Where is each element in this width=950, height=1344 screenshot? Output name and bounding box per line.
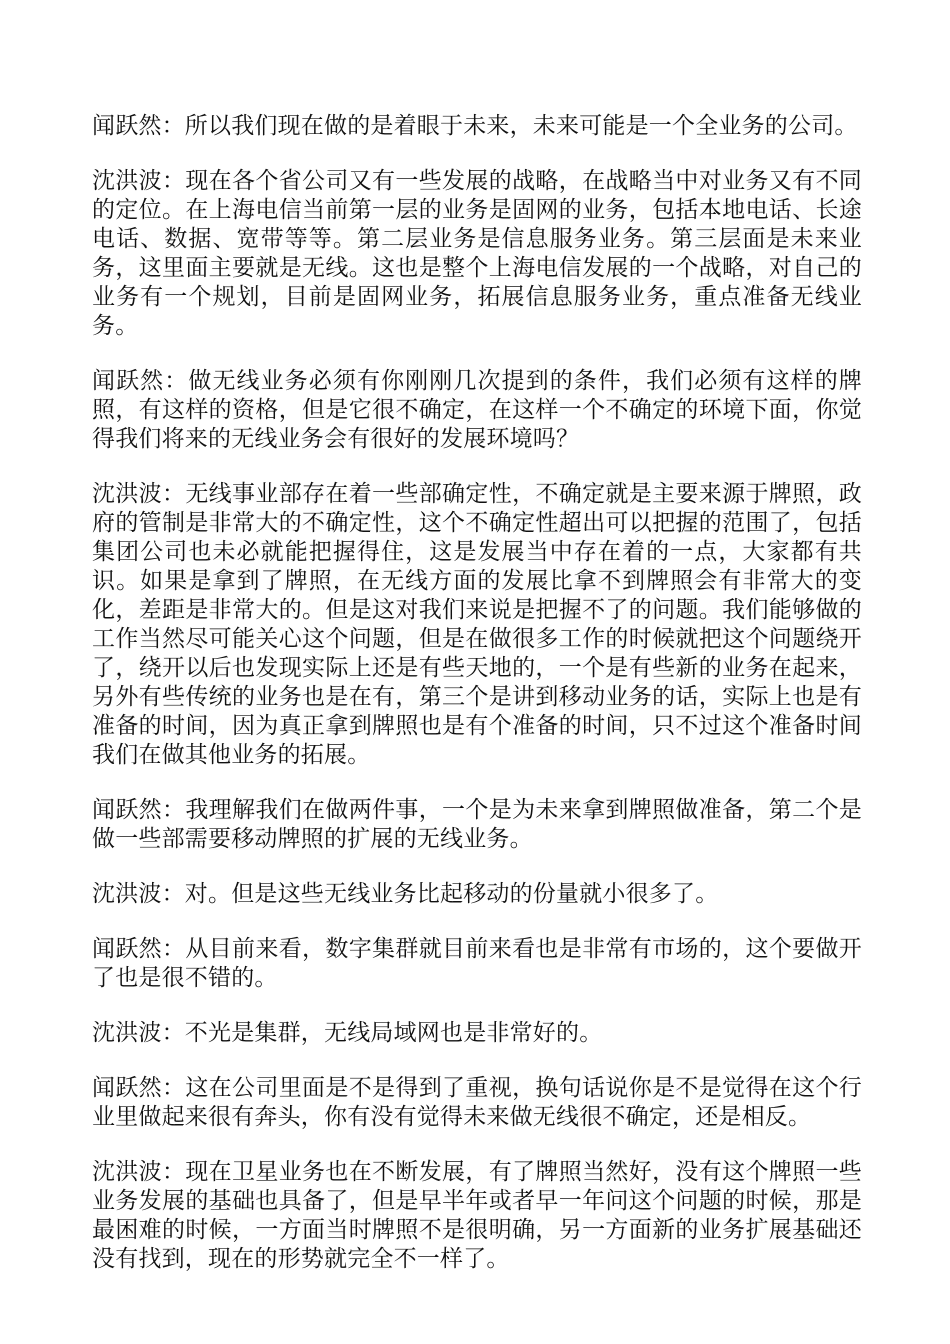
document-page [92,112,862,1300]
dialogue-paragraph: 闻跃然：做无线业务必须有你刚刚几次提到的条件，我们必须有这样的牌照，有这样的资格，但是它很不确定，在这样一个不确定的环境下面，你觉得我们将来的无线业务会有很好的发展环境吗？ [92,368,862,452]
dialogue-paragraph: 闻跃然：从目前来看，数字集群就目前来看也是非常有市场的，这个要做开了也是很不错的。 [92,936,862,991]
dialogue-paragraph: 沈洪波：对。但是这些无线业务比起移动的份量就小很多了。 [92,881,719,907]
dialogue-paragraph: 闻跃然：所以我们现在做的是着眼于未来，未来可能是一个全业务的公司。 [92,113,858,139]
dialogue-paragraph: 闻跃然：我理解我们在做两件事，一个是为未来拿到牌照做准备，第二个是做一些部需要移动牌照的扩展的无线业务。 [92,797,862,852]
dialogue-paragraph: 沈洪波：现在各个省公司又有一些发展的战略，在战略当中对业务又有不同的定位。在上海电信当前第一层的业务是固网的业务，包括本地电话、长途电话、数据、宽带等等。第二层业务是信息服务业务。第三层面是未来业务，这里面主要就是无线。这也是整个上海电信发展的一个战略，对自己的业务有一个规划，目前是固网业务，拓展信息服务业务，重点准备无线业务。 [92,168,862,339]
dialogue-paragraph: 沈洪波：不光是集群，无线局域网也是非常好的。 [92,1020,603,1046]
dialogue-paragraph: 沈洪波：无线事业部存在着一些部确定性，不确定就是主要来源于牌照，政府的管制是非常大的不确定性，这个不确定性超出可以把握的范围了，包括集团公司也未必就能把握得住，这是发展当中存在着的一点，大家都有共识。如果是拿到了牌照，在无线方面的发展比拿不到牌照会有非常大的变化，差距是非常大的。但是这对我们来说是把握不了的问题。我们能够做的工作当然尽可能关心这个问题，但是在做很多工作的时候就把这个问题绕开了，绕开以后也发现实际上还是有些天地的，一个是有些新的业务在起来，另外有些传统的业务也是在有，第三个是讲到移动业务的话，实际上也是有准备的时间，因为真正拿到牌照也是有个准备的时间，只不过这个准备时间我们在做其他业务的拓展。 [92,481,862,768]
dialogue-paragraph: 沈洪波：现在卫星业务也在不断发展，有了牌照当然好，没有这个牌照一些业务发展的基础也具备了，但是早半年或者早一年问这个问题的时候，那是最困难的时候，一方面当时牌照不是很明确，另一方面新的业务扩展基础还没有找到，现在的形势就完全不一样了。 [92,1159,862,1272]
dialogue-paragraph: 闻跃然：这在公司里面是不是得到了重视，换句话说你是不是觉得在这个行业里做起来很有奔头，你有没有觉得未来做无线很不确定，还是相反。 [92,1075,862,1130]
